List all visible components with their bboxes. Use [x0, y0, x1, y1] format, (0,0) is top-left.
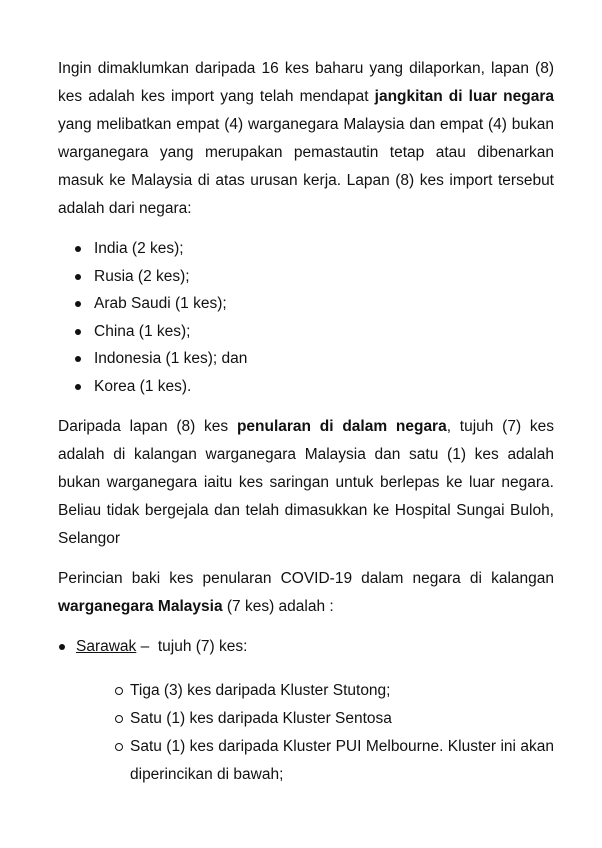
- sarawak-bullet: [58, 633, 554, 661]
- list-item: [58, 373, 554, 401]
- list-item: [58, 677, 554, 705]
- list-item-text: China (1 kes);: [94, 322, 191, 340]
- hollow-bullet-icon: [115, 743, 123, 751]
- paragraph-local-transmission: [58, 413, 554, 553]
- import-countries-list: [58, 235, 554, 401]
- paragraph-local-text-b: , tujuh (7) kes adalah di kalangan warganegara Malaysia dan satu (1) kes adalah bukan warganegara iaitu kes saringan untuk berlepas ke luar negara. Beliau tidak bergejala dan telah dimasukkan ke Hospital Sungai Buloh, Selangor: [58, 417, 554, 547]
- paragraph-details-text-b: (7 kes) adalah :: [222, 597, 334, 615]
- bullet-icon: [75, 246, 81, 252]
- list-item: [58, 318, 554, 346]
- paragraph-import-cases: [58, 55, 554, 223]
- sarawak-state-name: Sarawak: [76, 637, 137, 655]
- bullet-icon: [75, 356, 81, 362]
- list-item-text: Rusia (2 kes);: [94, 267, 190, 285]
- paragraph-details-text-a: Perincian baki kes penularan COVID-19 dalam negara di kalangan: [58, 569, 554, 587]
- paragraph-local-text-a: Daripada lapan (8) kes: [58, 417, 237, 435]
- bullet-icon: [75, 301, 81, 307]
- list-item: [58, 290, 554, 318]
- paragraph-import-bold: jangkitan di luar negara: [374, 88, 554, 105]
- bullet-icon: [75, 384, 81, 390]
- list-item-text: Arab Saudi (1 kes);: [94, 295, 227, 313]
- paragraph-local-bold: penularan di dalam negara: [236, 417, 447, 435]
- list-item: [58, 733, 554, 789]
- list-item: [58, 345, 554, 373]
- sarawak-clusters-list: [58, 677, 554, 789]
- hollow-bullet-icon: [115, 715, 123, 723]
- list-item: [58, 235, 554, 263]
- bullet-icon: [75, 274, 81, 280]
- hollow-bullet-icon: [115, 687, 123, 695]
- paragraph-import-text-a: Ingin dimaklumkan daripada 16 kes baharu yang dilaporkan, lapan (8) kes adalah kes import yang telah mendapat: [58, 60, 554, 105]
- document-page: [58, 55, 554, 789]
- list-item-text: Korea (1 kes).: [94, 377, 192, 395]
- list-item-text: India (2 kes);: [94, 240, 184, 257]
- paragraph-details-bold: warganegara Malaysia: [58, 597, 223, 615]
- list-item-text: Tiga (3) kes daripada Kluster Stutong;: [130, 681, 391, 699]
- bullet-icon: [59, 644, 65, 650]
- bullet-icon: [75, 329, 81, 335]
- sarawak-case-count: – tujuh (7) kes:: [136, 637, 248, 655]
- list-item-text: Indonesia (1 kes); dan: [94, 350, 248, 368]
- paragraph-import-text-b: yang melibatkan empat (4) warganegara Malaysia dan empat (4) bukan warganegara yang merupakan pemastautin tetap atau dibenarkan masuk ke Malaysia di atas urusan kerja. Lapan (8) kes import tersebut adalah dari negara:: [58, 116, 554, 217]
- list-item-text: Satu (1) kes daripada Kluster Sentosa: [130, 709, 392, 727]
- list-item-text: Satu (1) kes daripada Kluster PUI Melbourne. Kluster ini akan diperincikan di bawah;: [130, 737, 554, 783]
- list-item: [58, 705, 554, 733]
- list-item: [58, 263, 554, 291]
- paragraph-details: [58, 565, 554, 621]
